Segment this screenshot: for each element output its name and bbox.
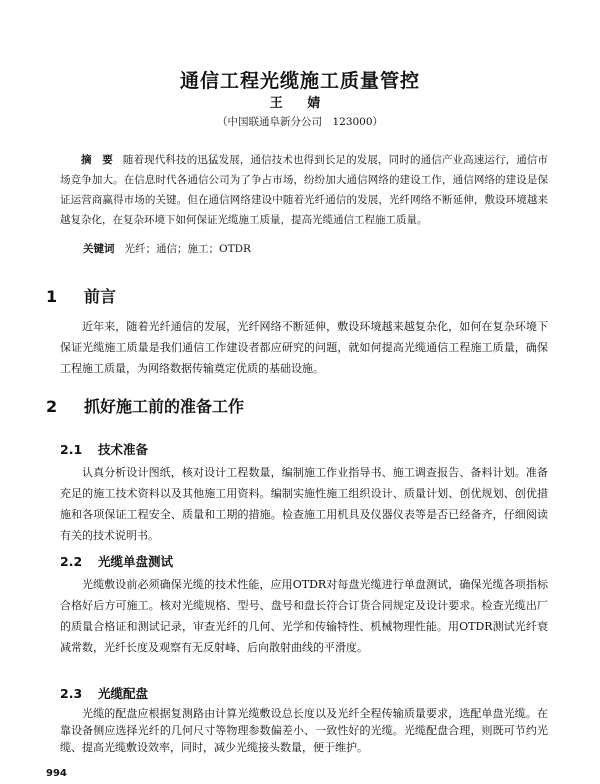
- subsection-heading-2-3: [60, 684, 148, 702]
- article-title: 通信工程光缆施工质量管控: [179, 70, 420, 92]
- subsection-number: 2.1: [60, 442, 83, 457]
- subsection-title: 技术准备: [98, 442, 149, 457]
- section-number: 1: [46, 287, 58, 306]
- subsection-number: 2.3: [60, 686, 83, 701]
- keywords-text: 光纤；通信；施工；OTDR: [124, 243, 251, 255]
- page-number: 994: [46, 768, 67, 779]
- section-title: 前言: [84, 287, 117, 306]
- body-paragraph: 光缆敷设前必须确保光缆的技术性能，应用OTDR对每盘光缆进行单盘测试，确保光缆各项指标合格好后方可施工。核对光缆规格、型号、盘号和盘长符合订货合同规定及设计要求。检查光缆出厂的质量合格证和测试记录，审查光纤的几何、光学和传输特性、机械物理性能。用OTDR测试光纤衰减常数，光纤长度及观察有无反射峰、后向散射曲线的平滑度。: [60, 578, 548, 654]
- abstract-block: [60, 150, 548, 230]
- body-paragraph: 光缆的配盘应根据复测路由计算光缆敷设总长度以及光纤全程传输质量要求，选配单盘光缆。在靠设备侧应选择光纤的几何尺寸等物理参数偏差小、一致性好的光缆。光缆配盘合理，则既可节约光缆、提高光缆敷设效率，同时，减少光缆接头数量，便于维护。: [60, 707, 548, 754]
- section-heading-2: [46, 394, 244, 417]
- author-affiliation: （中国联通阜新分公司 123000）: [216, 116, 384, 128]
- keywords-label: 关键词: [83, 243, 115, 255]
- section-heading-1: [46, 284, 116, 307]
- keywords-block: [83, 241, 548, 256]
- subsection-heading-2-1: [60, 440, 148, 458]
- subsection-number: 2.2: [60, 554, 83, 569]
- body-paragraph: 认真分析设计图纸，核对设计工程数量，编制施工作业指导书、施工调查报告、备料计划。准备充足的施工技术资料以及其他施工用资料。编制实施性施工组织设计、质量计划、创优规划、创优措施和各项保证工程安全、质量和工期的措施。检查施工用机具及仪器仪表等是否已经备齐，仔细阅读有关的技术说明书。: [60, 466, 548, 542]
- subsection-heading-2-2: [60, 552, 173, 570]
- abstract-text: 随着现代科技的迅猛发展，通信技术也得到长足的发展，同时的通信产业高速运行，通信市场竞争加大。在信息时代各通信公司为了争占市场，纷纷加大通信网络的建设工作，通信网络的建设是保证运营商赢得市场的关键。但在通信网络建设中随着光纤通信的发展，光纤网络不断延伸，敷设环境越来越复杂化，在复杂环境下如何保证光缆施工质量，提高光缆通信工程施工质量。: [60, 154, 549, 226]
- body-paragraph: 近年来，随着光纤通信的发展，光纤网络不断延伸，敷设环境越来越复杂化，如何在复杂环境下保证光缆施工质量是我们通信工作建设者都应研究的问题，就如何提高光缆通信工程施工质量，确保工程施工质量，为网络数据传输奠定优质的基础设施。: [60, 320, 548, 375]
- subsection-title: 光缆配盘: [98, 686, 149, 701]
- subsection-title: 光缆单盘测试: [98, 554, 174, 569]
- section-title: 抓好施工前的准备工作: [84, 397, 245, 416]
- abstract-label: 摘 要: [81, 154, 113, 166]
- section-number: 2: [46, 397, 58, 416]
- article-author: 王 婧: [269, 96, 331, 111]
